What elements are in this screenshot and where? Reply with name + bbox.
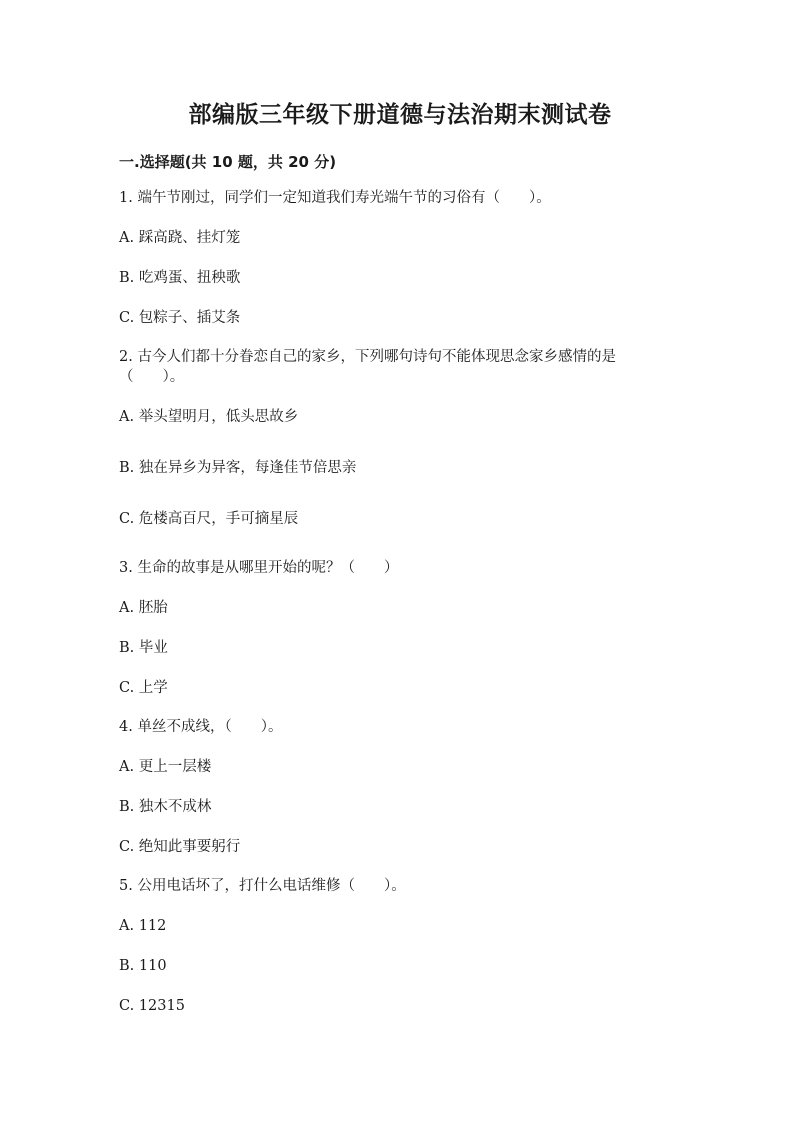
question-5-option-b: B. 110	[119, 958, 167, 974]
section-heading: 一.选择题(共 10 题，共 20 分)	[119, 153, 337, 171]
question-1-option-c: C. 包粽子、插艾条	[119, 310, 241, 326]
question-3-option-c: C. 上学	[119, 680, 168, 696]
question-1-option-a: A. 踩高跷、挂灯笼	[119, 230, 241, 246]
question-4-option-b: B. 独木不成林	[119, 799, 212, 815]
question-4-stem: 4. 单丝不成线，（ ）。	[119, 719, 283, 735]
page-title: 部编版三年级下册道德与法治期末测试卷	[188, 101, 612, 128]
question-1-stem: 1. 端午节刚过，同学们一定知道我们寿光端午节的习俗有（ ）。	[119, 190, 551, 206]
question-3-option-b: B. 毕业	[119, 640, 168, 656]
question-1-option-b: B. 吃鸡蛋、扭秧歌	[119, 270, 241, 286]
question-5-option-c: C. 12315	[119, 998, 185, 1014]
question-2-option-a: A. 举头望明月，低头思故乡	[119, 409, 299, 425]
question-3-stem: 3. 生命的故事是从哪里开始的呢？（ ）	[119, 560, 399, 576]
question-2-option-c: C. 危楼高百尺，手可摘星辰	[119, 511, 299, 527]
question-4-option-c: C. 绝知此事要躬行	[119, 839, 241, 855]
question-5-stem: 5. 公用电话坏了，打什么电话维修（ ）。	[119, 878, 406, 894]
question-2-option-b: B. 独在异乡为异客，每逢佳节倍思亲	[119, 460, 357, 476]
question-5-option-a: A. 112	[119, 918, 167, 934]
question-4-option-a: A. 更上一层楼	[119, 759, 212, 775]
question-3-option-a: A. 胚胎	[119, 600, 168, 616]
question-2-stem: 2. 古今人们都十分眷恋自己的家乡，下列哪句诗句不能体现思念家乡感情的是（ ）。	[119, 349, 616, 385]
